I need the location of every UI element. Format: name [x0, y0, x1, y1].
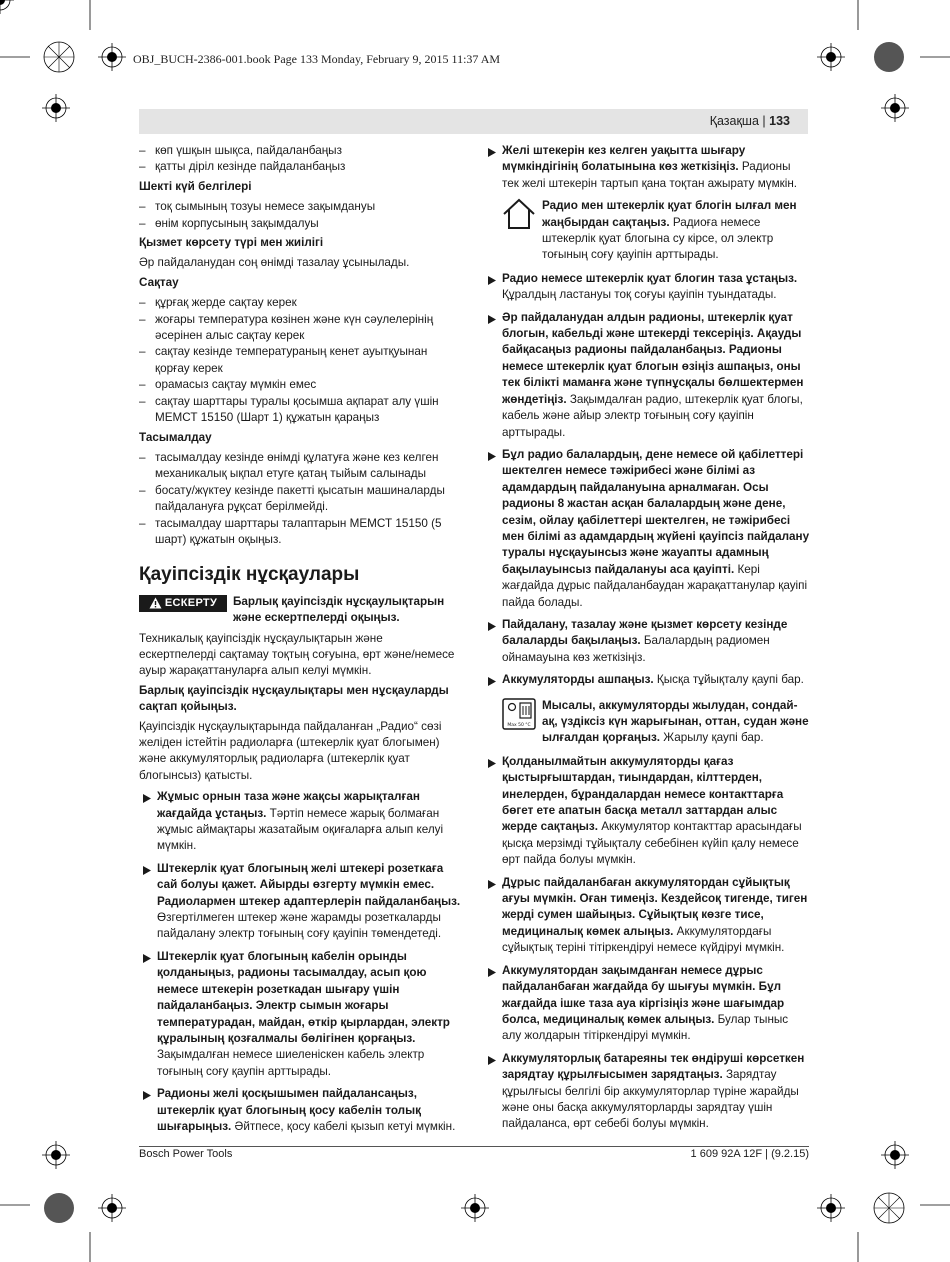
- book-slug: OBJ_BUCH-2386-001.book Page 133 Monday, February 9, 2015 11:37 AM: [133, 52, 501, 66]
- bullet-arrow-icon: [488, 276, 496, 285]
- list-item: – тасымалдау кезінде өнімді құлатуға және кез келген механикалық ықпал етуге қатаң тыйым салынады: [139, 450, 439, 481]
- moisture-note: Радио мен штекерлік қуат блогін ылғал мен жаңбырдан сақтаңыз. Радиоға немесе штекерлік қуат блогына су кірсе, ол электр тоғының соғу қауіпін арттырады.: [502, 198, 810, 264]
- heat-note: Max 50 °C Мысалы, аккумуляторды жылудан, сондай-ақ, үздіксіз күн жарығынан, оттан, судан және ылғалдан қорғаңыз. Жарылу қаупі бар.: [502, 698, 810, 747]
- list-item: Аккумуляторды ашпаңыз. Қысқа тұйықталу қаупі бар.: [488, 672, 810, 691]
- left-column: [139, 143, 463, 1141]
- page-header: [139, 109, 808, 134]
- bullet-arrow-icon: [488, 968, 496, 977]
- list-item: – босату/жүктеу кезінде пакетті қысатын машиналарды пайдалануға рұқсат берілмейді.: [139, 483, 445, 514]
- list-item: – орамасыз сақтау мүмкін емес: [139, 378, 317, 392]
- service-heading: Қызмет көрсету түрі мен жиілігі: [139, 236, 324, 250]
- list-item: Жұмыс орнын таза және жақсы жарықталған жағдайда ұстаңыз. Тәртіп немесе жарық болмаған жұмыс аймақтары жазатайым оқиғаларға алып келуі мүмкін.: [139, 789, 463, 855]
- service-text: Әр пайдаланудан соң өнімді тазалау ұсынылады.: [139, 256, 410, 270]
- bullet-arrow-icon: [488, 759, 496, 768]
- transport-heading: Тасымалдау: [139, 430, 212, 444]
- list-item: Штекерлік қуат блогының желі штекері розеткаға сай болуы қажет. Айырды өзгерту мүмкін емес. Радиолармен штекер адаптерлерін пайдаланбаңыз. Өзгертілмеген штекер және жарамды розеткаларды пайдалану электр тоғының соғу қауіпін төмендетеді.: [139, 861, 463, 943]
- warning-badge-label: ЕСКЕРТУ: [164, 597, 218, 610]
- bullet-arrow-icon: [488, 880, 496, 889]
- svg-text:Max 50 °C: Max 50 °C: [507, 722, 531, 728]
- list-item: Пайдалану, тазалау және қызмет көрсету кезінде балаларды бақылаңыз. Балалардың радиомен ойнамауына көз жеткізіңіз.: [488, 617, 810, 666]
- safety-heading: Қауіпсіздік нұсқаулары: [139, 564, 360, 586]
- limit-heading: Шекті күй белгілері: [139, 179, 252, 193]
- bullet-arrow-icon: [488, 622, 496, 631]
- list-item: – көп үшқын шықса, пайдаланбаңыз: [139, 144, 342, 157]
- footer-docnumber: 1 609 92A 12F | (9.2.15): [690, 1148, 809, 1160]
- list-item: – сақтау кезінде температураның кенет ауытқуынан қорғау керек: [139, 345, 428, 375]
- list-item: Дұрыс пайдаланбаған аккумулятордан сұйықтық ағуы мүмкін. Оған тимеңіз. Кездейсоқ тигенде, тиген жерді сумен шайыңыз. Сұйықтық көзге тисе, медициналық көмек алыңыз. Аккумулятордағы сұйықтық теріні тітіркендіруі немесе күйдіруі мүмкін.: [488, 875, 810, 957]
- right-column: [488, 143, 810, 1139]
- bullet-arrow-icon: [488, 1056, 496, 1065]
- bullet-arrow-icon: [143, 794, 151, 803]
- warning-text: Техникалық қауіпсіздік нұсқаулықтарын және ескертпелерді сақтамау тоқтың соғуына, өрт және/немесе ауыр жарақаттануларға алып келуі мүмкін.: [139, 631, 455, 678]
- bullet-arrow-icon: [143, 1091, 151, 1100]
- footer-divider: [139, 1146, 809, 1147]
- list-item: – өнім корпусының зақымдалуы: [139, 216, 319, 230]
- list-item: Радио немесе штекерлік қуат блогин таза ұстаңыз. Құралдың ластануы тоқ соғуы қауіпін туындатады.: [488, 271, 810, 304]
- list-item: Желі штекерін кез келген уақытта шығару мүмкіндігінің болатынына көз жеткізіңіз. Радионы тек желі штекерін тартып қана тоқтан ажырату мүмкін.: [488, 143, 810, 192]
- header-text: [710, 114, 790, 128]
- list-item: Қолданылмайтын аккумуляторды қағаз қыстырғыштардан, тиындардан, кілттерден, инелерден, бұрандалардан немесе контакттарға бөгет ете апатын басқа металл заттардан алыс жерде сақтаңыз. Аккумулятор контакттар арасындағы қысқа мерзімді тұйықталу себебінен күйіп қалу немесе өрт пайда болуы мүмкін.: [488, 754, 810, 869]
- sun-heat-icon: [502, 698, 536, 730]
- bullet-arrow-icon: [143, 866, 151, 875]
- list-item: Аккумулятордан зақымданған немесе дұрыс пайдаланбаған жағдайда бу шығуы мүмкін. Бұл жағдайда ішке таза ауа кіргізіңіз және шағымдар болса, медициналық көмек алыңыз. Булар тыныс алу жолдарын тітіркендіруі мүмкін.: [488, 963, 810, 1045]
- storage-heading: Сақтау: [139, 275, 179, 289]
- list-item: – жоғары температура көзінен және күн сәулелерінің әсерінен алыс сақтау керек: [139, 312, 434, 343]
- keep-instructions: Барлық қауіпсіздік нұсқаулықтары мен нұсқауларды сақтап қойыңыз.: [139, 683, 449, 714]
- page-number: 133: [769, 114, 790, 128]
- warning-bold: Барлық қауіпсіздік нұсқаулықтарын және ескертпелерді оқыңыз.: [233, 594, 445, 625]
- list-item: – сақтау шарттары туралы қосымша ақпарат алу үшін МЕМСТ 15150 (Шарт 1) құжатын қараңыз: [139, 394, 439, 425]
- list-item: – тасымалдау шарттары талаптарын МЕМСТ 15150 (5 шарт) құжатын оқыңыз.: [139, 516, 442, 546]
- list-item: Бұл радио балалардың, дене немесе ой қабілеттері шектелген немесе тәжірибесі және білімі аз адамдардың пайдалануына арналмаған. Осы радионы 8 жастан асқан балалардың және дене, сезім, ойлау қабілеттері шектелген, не тәжірибесі мен білімі аз адамдардың жүйені қауіпсіз пайдалану туралы нұсқауынсыз және жауапты адамның бақылауынсыз пайдалануы аса қауіпті. Кері жағдайда дұрыс пайдаланбаудан жарақаттанулар қауіпі пайда болады.: [488, 447, 810, 611]
- bullet-arrow-icon: [143, 954, 151, 963]
- bullet-arrow-icon: [488, 315, 496, 324]
- list-item: – тоқ сымының тозуы немесе зақымдануы: [139, 200, 376, 214]
- bullet-arrow-icon: [488, 148, 496, 157]
- footer-brand: Bosch Power Tools: [139, 1148, 233, 1160]
- house-icon: [502, 198, 536, 230]
- warning-triangle-icon: [149, 597, 162, 609]
- list-item: – қатты діріл кезінде пайдаланбаңыз: [139, 160, 346, 174]
- list-item: Штекерлік қуат блогының кабелін орынды қолданыңыз, радионы тасымалдау, асып қою немесе штекерін розеткадан шығару үшін пайдаланбаңыз. Электр сымын жоғары температурадан, майдан, өткір қырлардан, электр құралының қозғалмалы бөлігінен қорғаңыз. Зақымдалған немесе шиеленіскен кабель электр тоғының соғу қаупін арттырады.: [139, 949, 463, 1080]
- header-separator: |: [762, 114, 766, 128]
- bullet-arrow-icon: [488, 452, 496, 461]
- header-language: Қазақша: [709, 114, 759, 128]
- bullet-arrow-icon: [488, 677, 496, 686]
- list-item: Аккумуляторлық батареяны тек өндіруші көрсеткен зарядтау құрылғысымен зарядтаңыз. Зарядтау құрылғысы белгілі бір аккумуляторлар түріне жарайды және оны басқа аккумуляторларды зарядтау үшін пайдаланса, өрт себебі болуы мүмкін.: [488, 1051, 810, 1133]
- warning-badge: [139, 595, 227, 612]
- warning-block: [139, 594, 463, 627]
- radio-definition: Қауіпсіздік нұсқаулықтарында пайдаланған „Радио“ сөзі желіден істейтін радиоларға (штекерлік қуат блогымен) және аккумуляторлық радиоларға (штекерлік қуат блогынсыз) қатысты.: [139, 719, 442, 782]
- list-item: Радионы желі қосқышымен пайдалансаңыз, штекерлік қуат блогының қосу кабелін толық шығарыңыз. Әйтпесе, қосу кабелі қызып кетуі мүмкін.: [139, 1086, 463, 1135]
- list-item: Әр пайдаланудан алдын радионы, штекерлік қуат блогын, кабельді және штекерді тексеріңіз. Ақауды байқасаңыз радионы пайдаланбаңыз. Радионы немесе штекерлік қуат блогын өзіңіз ашпаңыз, оны тек білікті маманға және түпнұсқалы бөлшектермен жөндетіңіз. Зақымдалған радио, штекерлік қуат блогы, кабель және айыр электр тоғының соғу қауіпін арттырады.: [488, 310, 810, 441]
- list-item: – құрғақ жерде сақтау керек: [139, 296, 297, 310]
